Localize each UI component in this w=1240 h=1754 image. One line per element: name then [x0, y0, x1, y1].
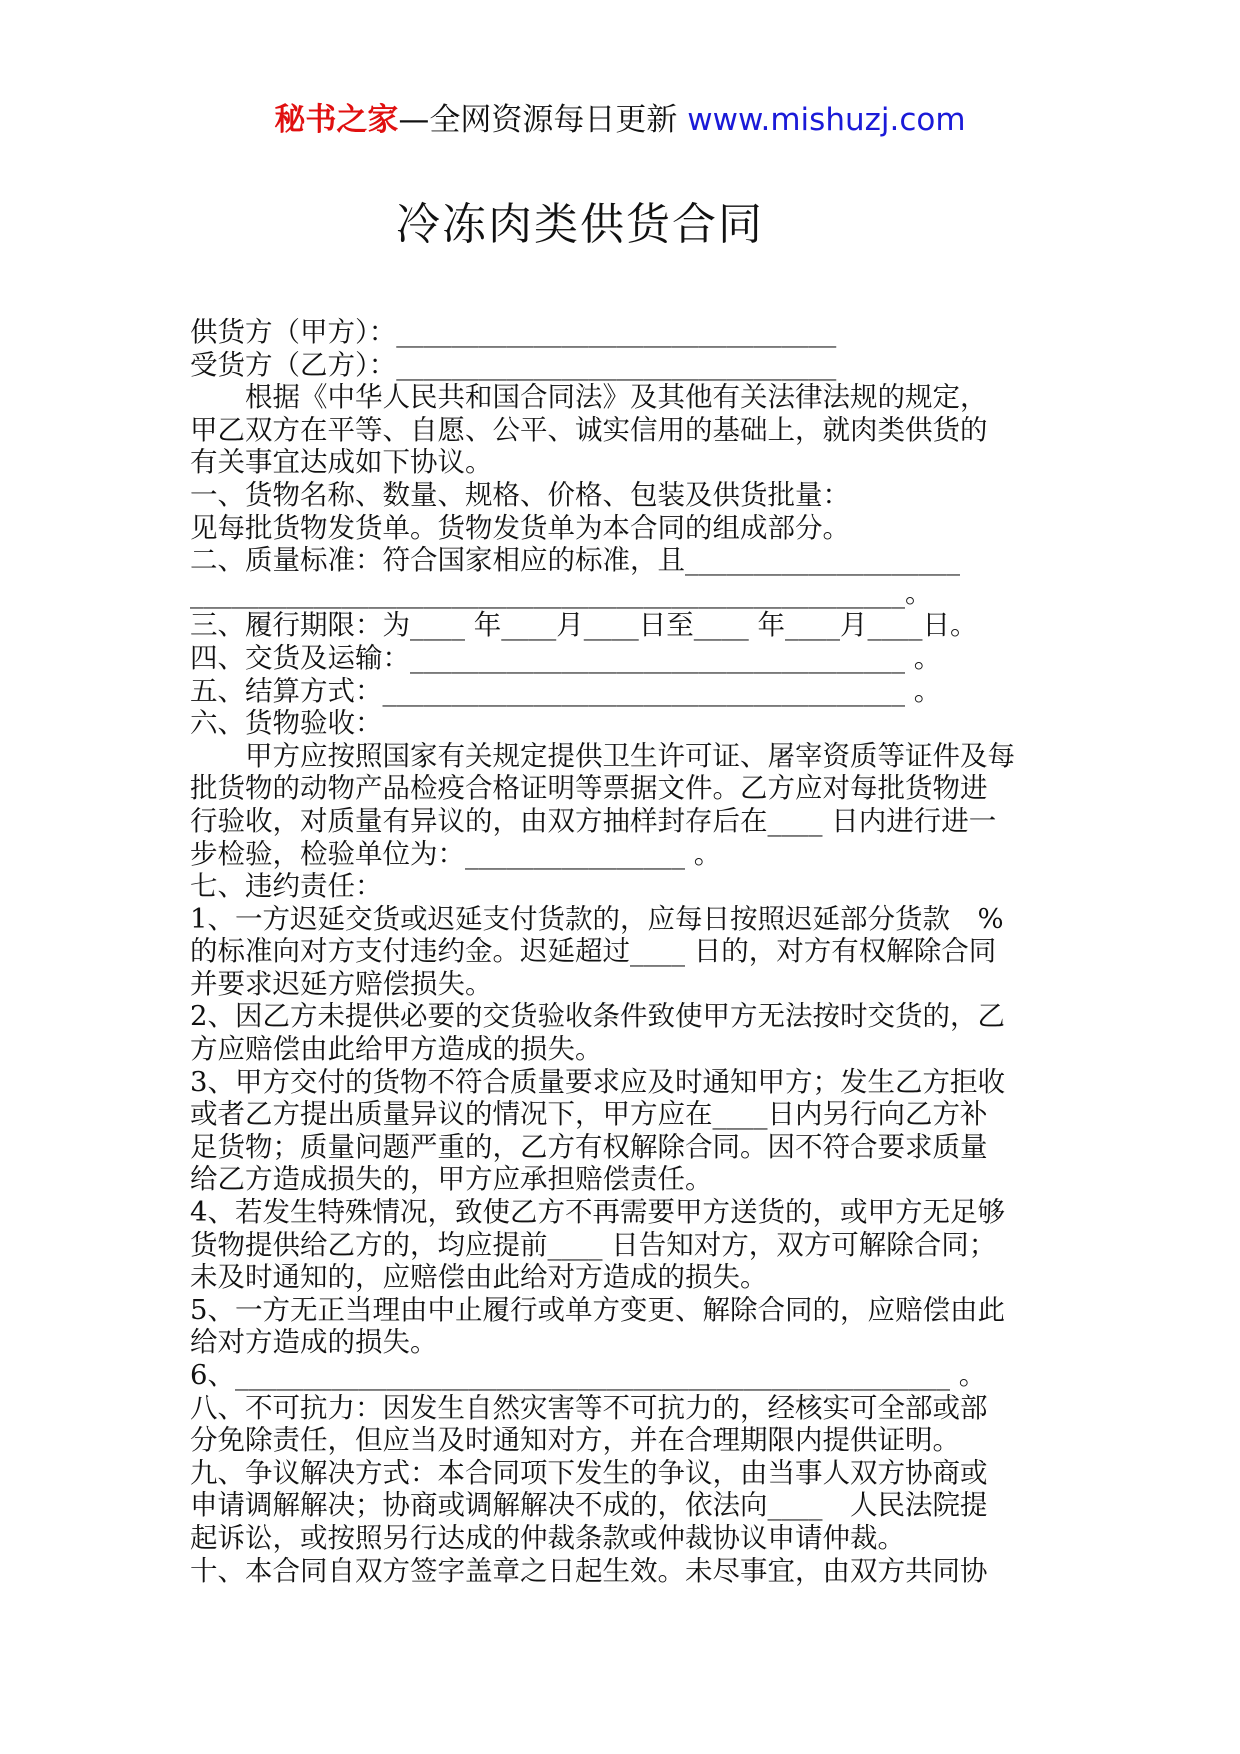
contract-line: 货物提供给乙方的，均应提前____ 日告知对方，双方可解除合同；: [190, 1228, 997, 1261]
contract-line: 分免除责任，但应当及时通知对方，并在合理期限内提供证明。: [190, 1424, 960, 1457]
site-header: [0, 100, 1240, 140]
site-url-link[interactable]: www.mishuzj.com: [687, 102, 966, 138]
contract-line: 给乙方造成损失的，甲方应承担赔偿责任。: [190, 1163, 713, 1196]
brand-name: 秘书之家: [274, 102, 399, 138]
contract-line: 1、一方迟延交货或迟延支付货款的，应每日按照迟延部分货款 %: [190, 902, 1004, 935]
contract-line: ____________________________________________________。: [190, 576, 933, 609]
contract-line: 4、若发生特殊情况，致使乙方不再需要甲方送货的，或甲方无足够: [190, 1196, 1005, 1229]
contract-line: 申请调解解决；协商或调解解决不成的，依法向____ 人民法院提: [190, 1489, 988, 1522]
contract-line: 6、____________________________________________________ 。: [190, 1359, 987, 1391]
contract-line: 十、本合同自双方签字盖章之日起生效。未尽事宜，由双方共同协: [190, 1554, 988, 1587]
contract-line: 二、质量标准：符合国家相应的标准，且____________________: [190, 544, 960, 577]
contract-line: 六、货物验收：: [190, 707, 383, 740]
header-tagline: —全网资源每日更新: [398, 102, 688, 138]
contract-line: 有关事宜达成如下协议。: [190, 446, 493, 479]
contract-line: 方应赔偿由此给甲方造成的损失。: [190, 1033, 603, 1066]
contract-line: 甲乙双方在平等、自愿、公平、诚实信用的基础上，就肉类供货的: [190, 413, 988, 446]
contract-line: 3、甲方交付的货物不符合质量要求应及时通知甲方；发生乙方拒收: [190, 1065, 1005, 1098]
contract-line: 见每批货物发货单。货物发货单为本合同的组成部分。: [190, 511, 850, 544]
contract-line: 一、货物名称、数量、规格、价格、包装及供货批量：: [190, 478, 850, 511]
contract-line: 九、争议解决方式：本合同项下发生的争议，由当事人双方协商或: [190, 1456, 988, 1489]
contract-line: 步检验，检验单位为：________________ 。: [190, 837, 722, 870]
contract-line: 根据《中华人民共和国合同法》及其他有关法律法规的规定，: [190, 381, 988, 414]
document-title: 冷冻肉类供货合同: [396, 199, 764, 250]
contract-line: 足货物；质量问题严重的，乙方有权解除合同。因不符合要求质量: [190, 1130, 988, 1163]
contract-line: 八、不可抗力：因发生自然灾害等不可抗力的，经核实可全部或部: [190, 1391, 988, 1424]
contract-line: 或者乙方提出质量异议的情况下，甲方应在____日内另行向乙方补: [190, 1098, 988, 1131]
contract-line: 四、交货及运输：____________________________________ 。: [190, 641, 942, 674]
contract-line: 2、因乙方未提供必要的交货验收条件致使甲方无法按时交货的，乙: [190, 1000, 1005, 1033]
contract-line: 七、违约责任：: [190, 870, 383, 903]
contract-line: 给对方造成的损失。: [190, 1326, 438, 1359]
contract-line: 起诉讼，或按照另行达成的仲裁条款或仲裁协议申请仲裁。: [190, 1521, 905, 1554]
contract-line: 并要求迟延方赔偿损失。: [190, 967, 493, 1000]
contract-line: 三、履行期限：为____ 年____月____日至____ 年____月____日。: [190, 609, 978, 642]
contract-line: 五、结算方式：______________________________________ 。: [190, 674, 942, 707]
contract-line: 5、一方无正当理由中止履行或单方变更、解除合同的，应赔偿由此: [190, 1293, 1005, 1326]
contract-line: 受货方（乙方）：________________________________: [190, 348, 837, 381]
contract-line: 甲方应按照国家有关规定提供卫生许可证、屠宰资质等证件及每: [190, 739, 1015, 772]
contract-line: 批货物的动物产品检疫合格证明等票据文件。乙方应对每批货物进: [190, 772, 988, 805]
contract-line: 行验收，对质量有异议的，由双方抽样封存后在____ 日内进行进一: [190, 804, 997, 837]
contract-line: 的标准向对方支付违约金。迟延超过____ 日的，对方有权解除合同: [190, 935, 997, 968]
contract-line: 供货方（甲方）：________________________________: [190, 316, 837, 348]
document-body: [190, 316, 1056, 1587]
contract-line: 未及时通知的，应赔偿由此给对方造成的损失。: [190, 1261, 768, 1294]
